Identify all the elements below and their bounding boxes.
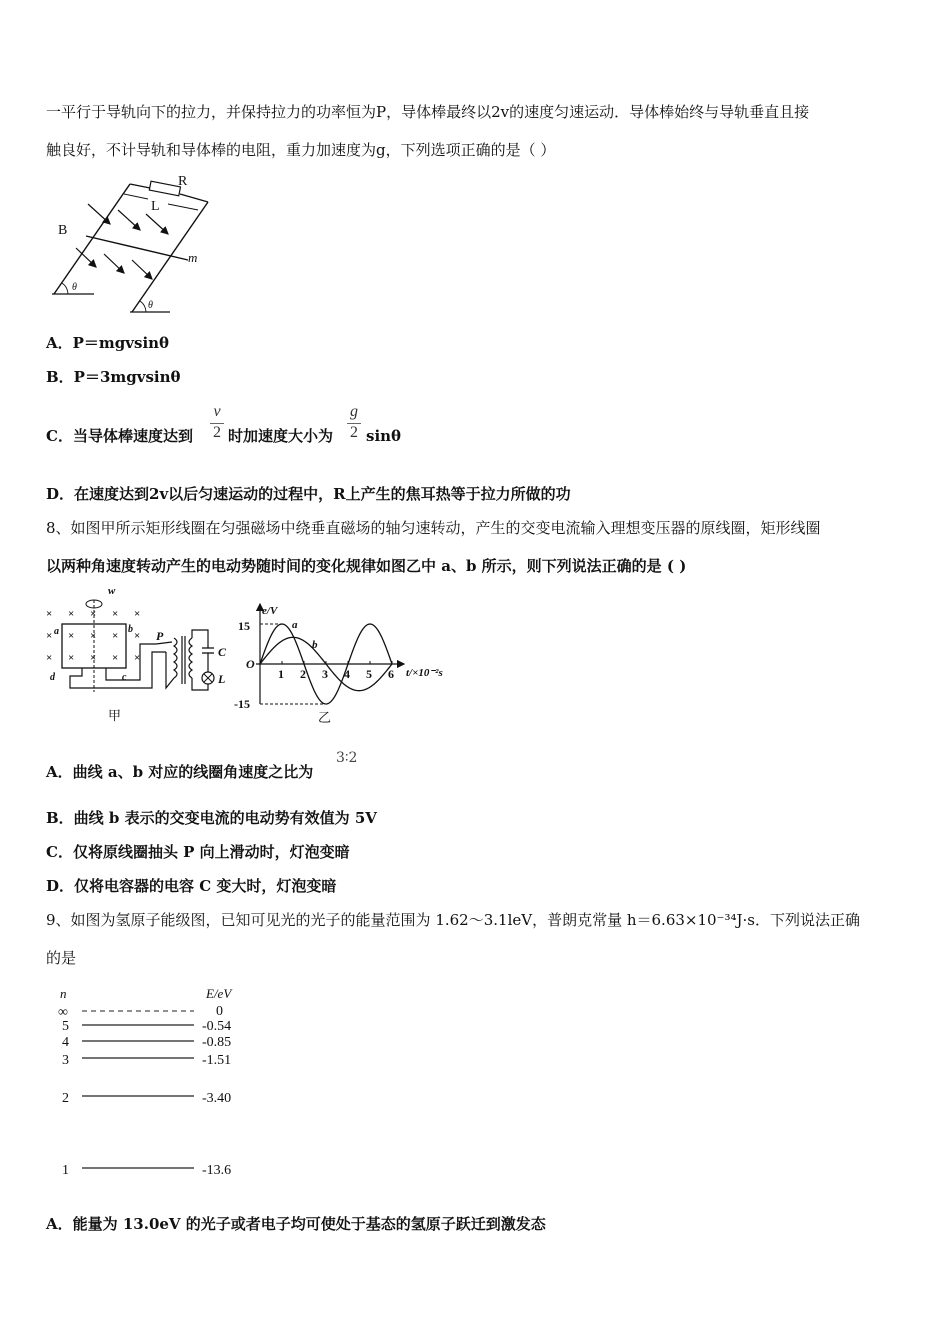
label-theta-right: θ	[148, 300, 153, 311]
label-P: P	[156, 629, 164, 643]
fraction-v-over-2	[210, 403, 224, 442]
frac2-den: 2	[347, 423, 361, 442]
svg-text:×: ×	[46, 652, 53, 664]
svg-text:×: ×	[68, 608, 75, 620]
x-tick-label-2: 2	[300, 667, 306, 681]
svg-text:×: ×	[112, 630, 119, 642]
x-tick-label-6: 6	[388, 667, 394, 681]
label-L-lamp: L	[218, 672, 226, 686]
q7-option-c-mid: 时加速度大小为	[228, 427, 334, 445]
q7-stem-line2: 触良好，不计导轨和导体棒的电阻，重力加速度为g，下列选项正确的是（ ）	[46, 141, 556, 159]
label-B: B	[58, 223, 68, 238]
y-bottom-label: -15	[234, 697, 250, 711]
x-tick-label-1: 1	[278, 667, 284, 681]
label-m: m	[188, 250, 198, 265]
svg-text:×: ×	[90, 608, 97, 620]
q8-option-a-ratio: 3∶2	[336, 750, 358, 766]
svg-text:×: ×	[134, 608, 141, 620]
level-e-inf: 0	[216, 1004, 223, 1019]
label-a: a	[54, 626, 59, 637]
q9-stem-line1: 9、如图为氢原子能级图，已知可见光的光子的能量范围为 1.62～3.1leV，普朗克常量 h＝6.63×10⁻³⁴J·s．下列说法正确	[46, 911, 860, 929]
q8-stem-line1: 8、如图甲所示矩形线圈在匀强磁场中绕垂直磁场的轴匀速转动，产生的交变电流输入理想变压器的原线圈，矩形线圈	[46, 519, 821, 537]
svg-text:×: ×	[134, 630, 141, 642]
q7-option-c-suffix: sinθ	[366, 427, 402, 445]
q8-figure-yi-chart	[232, 584, 462, 724]
svg-text:×: ×	[68, 652, 75, 664]
x-tick-label-3: 3	[322, 667, 328, 681]
svg-text:×: ×	[112, 652, 119, 664]
curve-a-label: a	[292, 619, 298, 631]
label-c: c	[122, 672, 127, 683]
n-header: n	[60, 986, 67, 1001]
level-n-2: 2	[62, 1091, 69, 1106]
svg-text:×: ×	[90, 630, 97, 642]
q7-option-d[interactable]: D．在速度达到2v以后匀速运动的过程中，R上产生的焦耳热等于拉力所做的功	[46, 485, 571, 503]
q9-energy-level-diagram	[56, 982, 276, 1182]
level-e-1: -13.6	[202, 1163, 232, 1178]
x-tick-label-4: 4	[344, 667, 350, 681]
level-n-3: 3	[62, 1053, 69, 1068]
x-tick-label-5: 5	[366, 667, 372, 681]
level-e-2: -3.40	[202, 1091, 232, 1106]
caption-jia: 甲	[108, 708, 122, 723]
q9-stem-line2: 的是	[46, 949, 77, 967]
level-e-4: -0.85	[202, 1035, 232, 1050]
q8-option-a[interactable]: A．曲线 a、b 对应的线圈角速度之比为	[46, 763, 314, 781]
svg-text:×: ×	[134, 652, 141, 664]
label-C: C	[218, 645, 227, 659]
q8-stem-line2: 以两种角速度转动产生的电动势随时间的变化规律如图乙中 a、b 所示，则下列说法正确的是 ( )	[46, 557, 687, 575]
q7-option-a[interactable]: A．P＝mgvsinθ	[46, 334, 170, 352]
q7-rail-figure	[48, 172, 228, 317]
q7-option-c-prefix[interactable]: C．当导体棒速度达到	[46, 427, 193, 445]
ylabel: e/V	[262, 605, 278, 617]
e-header: E/eV	[206, 986, 232, 1001]
caption-yi: 乙	[318, 710, 332, 725]
label-b: b	[128, 624, 133, 635]
svg-text:×: ×	[46, 630, 53, 642]
xunit: t/×10⁻²s	[406, 667, 443, 679]
level-n-4: 4	[62, 1035, 69, 1050]
frac1-den: 2	[210, 423, 224, 442]
fraction-g-over-2	[347, 403, 361, 442]
svg-text:×: ×	[46, 608, 53, 620]
q8-option-b[interactable]: B．曲线 b 表示的交变电流的电动势有效值为 5V	[46, 809, 377, 827]
q9-option-a[interactable]: A．能量为 13.0eV 的光子或者电子均可使处于基态的氢原子跃迁到激发态	[46, 1215, 546, 1233]
level-n-1: 1	[62, 1163, 69, 1178]
level-n-inf: ∞	[58, 1005, 68, 1020]
level-e-3: -1.51	[202, 1053, 232, 1068]
q7-stem-line1: 一平行于导轨向下的拉力，并保持拉力的功率恒为P，导体棒最终以2v的速度匀速运动．导体棒始终与导轨垂直且接	[46, 103, 810, 121]
label-L: L	[151, 199, 160, 214]
q8-option-d[interactable]: D．仅将电容器的电容 C 变大时，灯泡变暗	[46, 877, 337, 895]
svg-text:×: ×	[68, 630, 75, 642]
curve-b-label: b	[312, 639, 318, 651]
label-theta-left: θ	[72, 282, 77, 293]
q8-figure-jia	[42, 584, 242, 724]
y-top-label: 15	[238, 619, 250, 633]
frac1-num: v	[213, 403, 221, 420]
origin-label: O	[246, 657, 255, 671]
label-d: d	[50, 672, 55, 683]
q8-option-c[interactable]: C．仅将原线圈抽头 P 向上滑动时，灯泡变暗	[46, 843, 350, 861]
svg-text:×: ×	[90, 652, 97, 664]
svg-text:×: ×	[112, 608, 119, 620]
level-n-5: 5	[62, 1019, 69, 1034]
level-e-5: -0.54	[202, 1019, 232, 1034]
q7-option-b[interactable]: B．P＝3mgvsinθ	[46, 368, 181, 386]
frac2-num: g	[350, 403, 358, 420]
label-w: w	[108, 585, 116, 597]
label-R: R	[178, 174, 188, 189]
